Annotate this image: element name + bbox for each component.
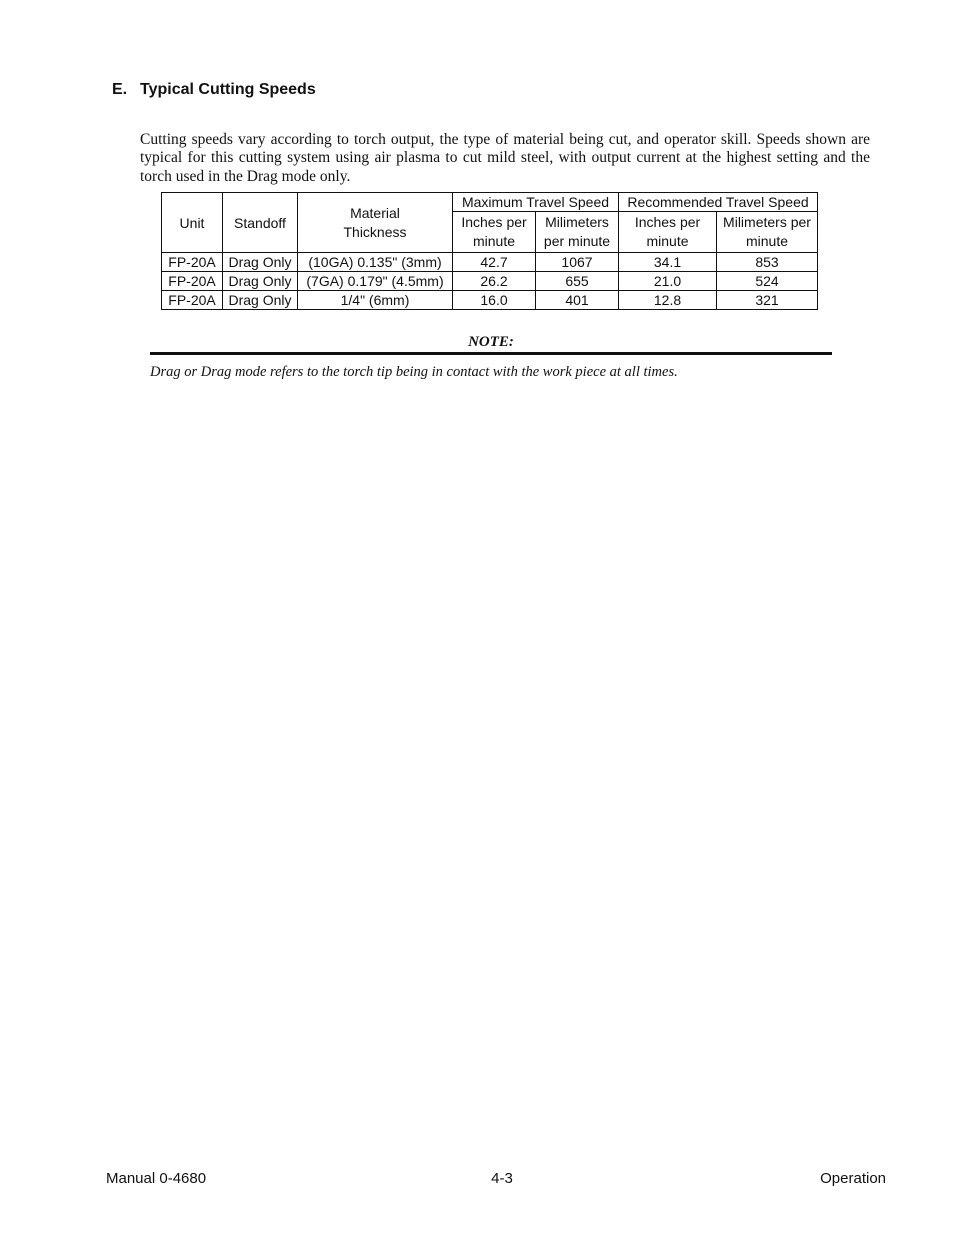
table-header-row [162, 193, 818, 212]
cell-rec-ipm: 21.0 [619, 272, 717, 291]
cell-max-ipm: 26.2 [453, 272, 536, 291]
cell-max-mmpm: 401 [536, 291, 619, 310]
section-heading [112, 81, 316, 99]
footer-section-name: Operation [820, 1170, 886, 1187]
header-rec-ipm-line1: Inches per [634, 214, 701, 230]
cell-max-ipm: 42.7 [453, 253, 536, 272]
header-max-ipm-line1: Inches per [461, 214, 527, 230]
cell-max-mmpm: 1067 [536, 253, 619, 272]
cell-rec-mmpm: 853 [717, 253, 818, 272]
cell-rec-mmpm: 321 [717, 291, 818, 310]
cell-max-ipm: 16.0 [453, 291, 536, 310]
header-max-ipm-line2: minute [472, 233, 516, 249]
cell-thickness: (7GA) 0.179" (4.5mm) [298, 272, 453, 291]
cell-standoff: Drag Only [223, 272, 298, 291]
header-recommended-travel-speed: Recommended Travel Speed [619, 193, 818, 212]
header-max-travel-speed: Maximum Travel Speed [453, 193, 619, 212]
cell-unit: FP-20A [162, 291, 223, 310]
cell-max-mmpm: 655 [536, 272, 619, 291]
cell-rec-ipm: 34.1 [619, 253, 717, 272]
table-row [162, 253, 818, 272]
cell-unit: FP-20A [162, 272, 223, 291]
header-standoff: Standoff [223, 193, 298, 253]
cell-unit: FP-20A [162, 253, 223, 272]
cutting-speeds-table [161, 192, 818, 310]
cell-standoff: Drag Only [223, 253, 298, 272]
table-row [162, 272, 818, 291]
cell-rec-ipm: 12.8 [619, 291, 717, 310]
note-text: Drag or Drag mode refers to the torch tip being in contact with the work piece at all times. [150, 364, 678, 380]
header-max-mmpm-line1: Milimeters [545, 214, 609, 230]
header-material-thickness [298, 193, 453, 253]
cell-rec-mmpm: 524 [717, 272, 818, 291]
note-title: NOTE: [468, 334, 514, 350]
header-max-mmpm [536, 212, 619, 253]
header-rec-ipm [619, 212, 717, 253]
header-material-line2: Thickness [343, 223, 407, 240]
cell-thickness: (10GA) 0.135" (3mm) [298, 253, 453, 272]
header-rec-mmpm [717, 212, 818, 253]
header-rec-mmpm-line1: Milimeters per [723, 214, 811, 230]
header-max-ipm [453, 212, 536, 253]
cell-thickness: 1/4" (6mm) [298, 291, 453, 310]
intro-paragraph: Cutting speeds vary according to torch output, the type of material being cut, and operator skill. Speeds shown are typical for this cutting system using air plasma to cut mild steel, with output current at the highest setting and the torch used in the Drag mode only. [140, 130, 870, 185]
header-rec-ipm-line2: minute [646, 233, 689, 249]
cell-standoff: Drag Only [223, 291, 298, 310]
header-material-line1: Material [350, 204, 400, 221]
section-title: Typical Cutting Speeds [140, 81, 316, 98]
note-divider [150, 352, 832, 355]
table-row [162, 291, 818, 310]
header-rec-mmpm-line2: minute [745, 233, 789, 249]
footer-manual-number: Manual 0-4680 [106, 1170, 207, 1187]
header-max-mmpm-line2: per minute [543, 233, 611, 249]
section-letter: E. [112, 81, 128, 98]
header-unit: Unit [162, 193, 223, 253]
footer-page-number: 4-3 [491, 1170, 513, 1187]
